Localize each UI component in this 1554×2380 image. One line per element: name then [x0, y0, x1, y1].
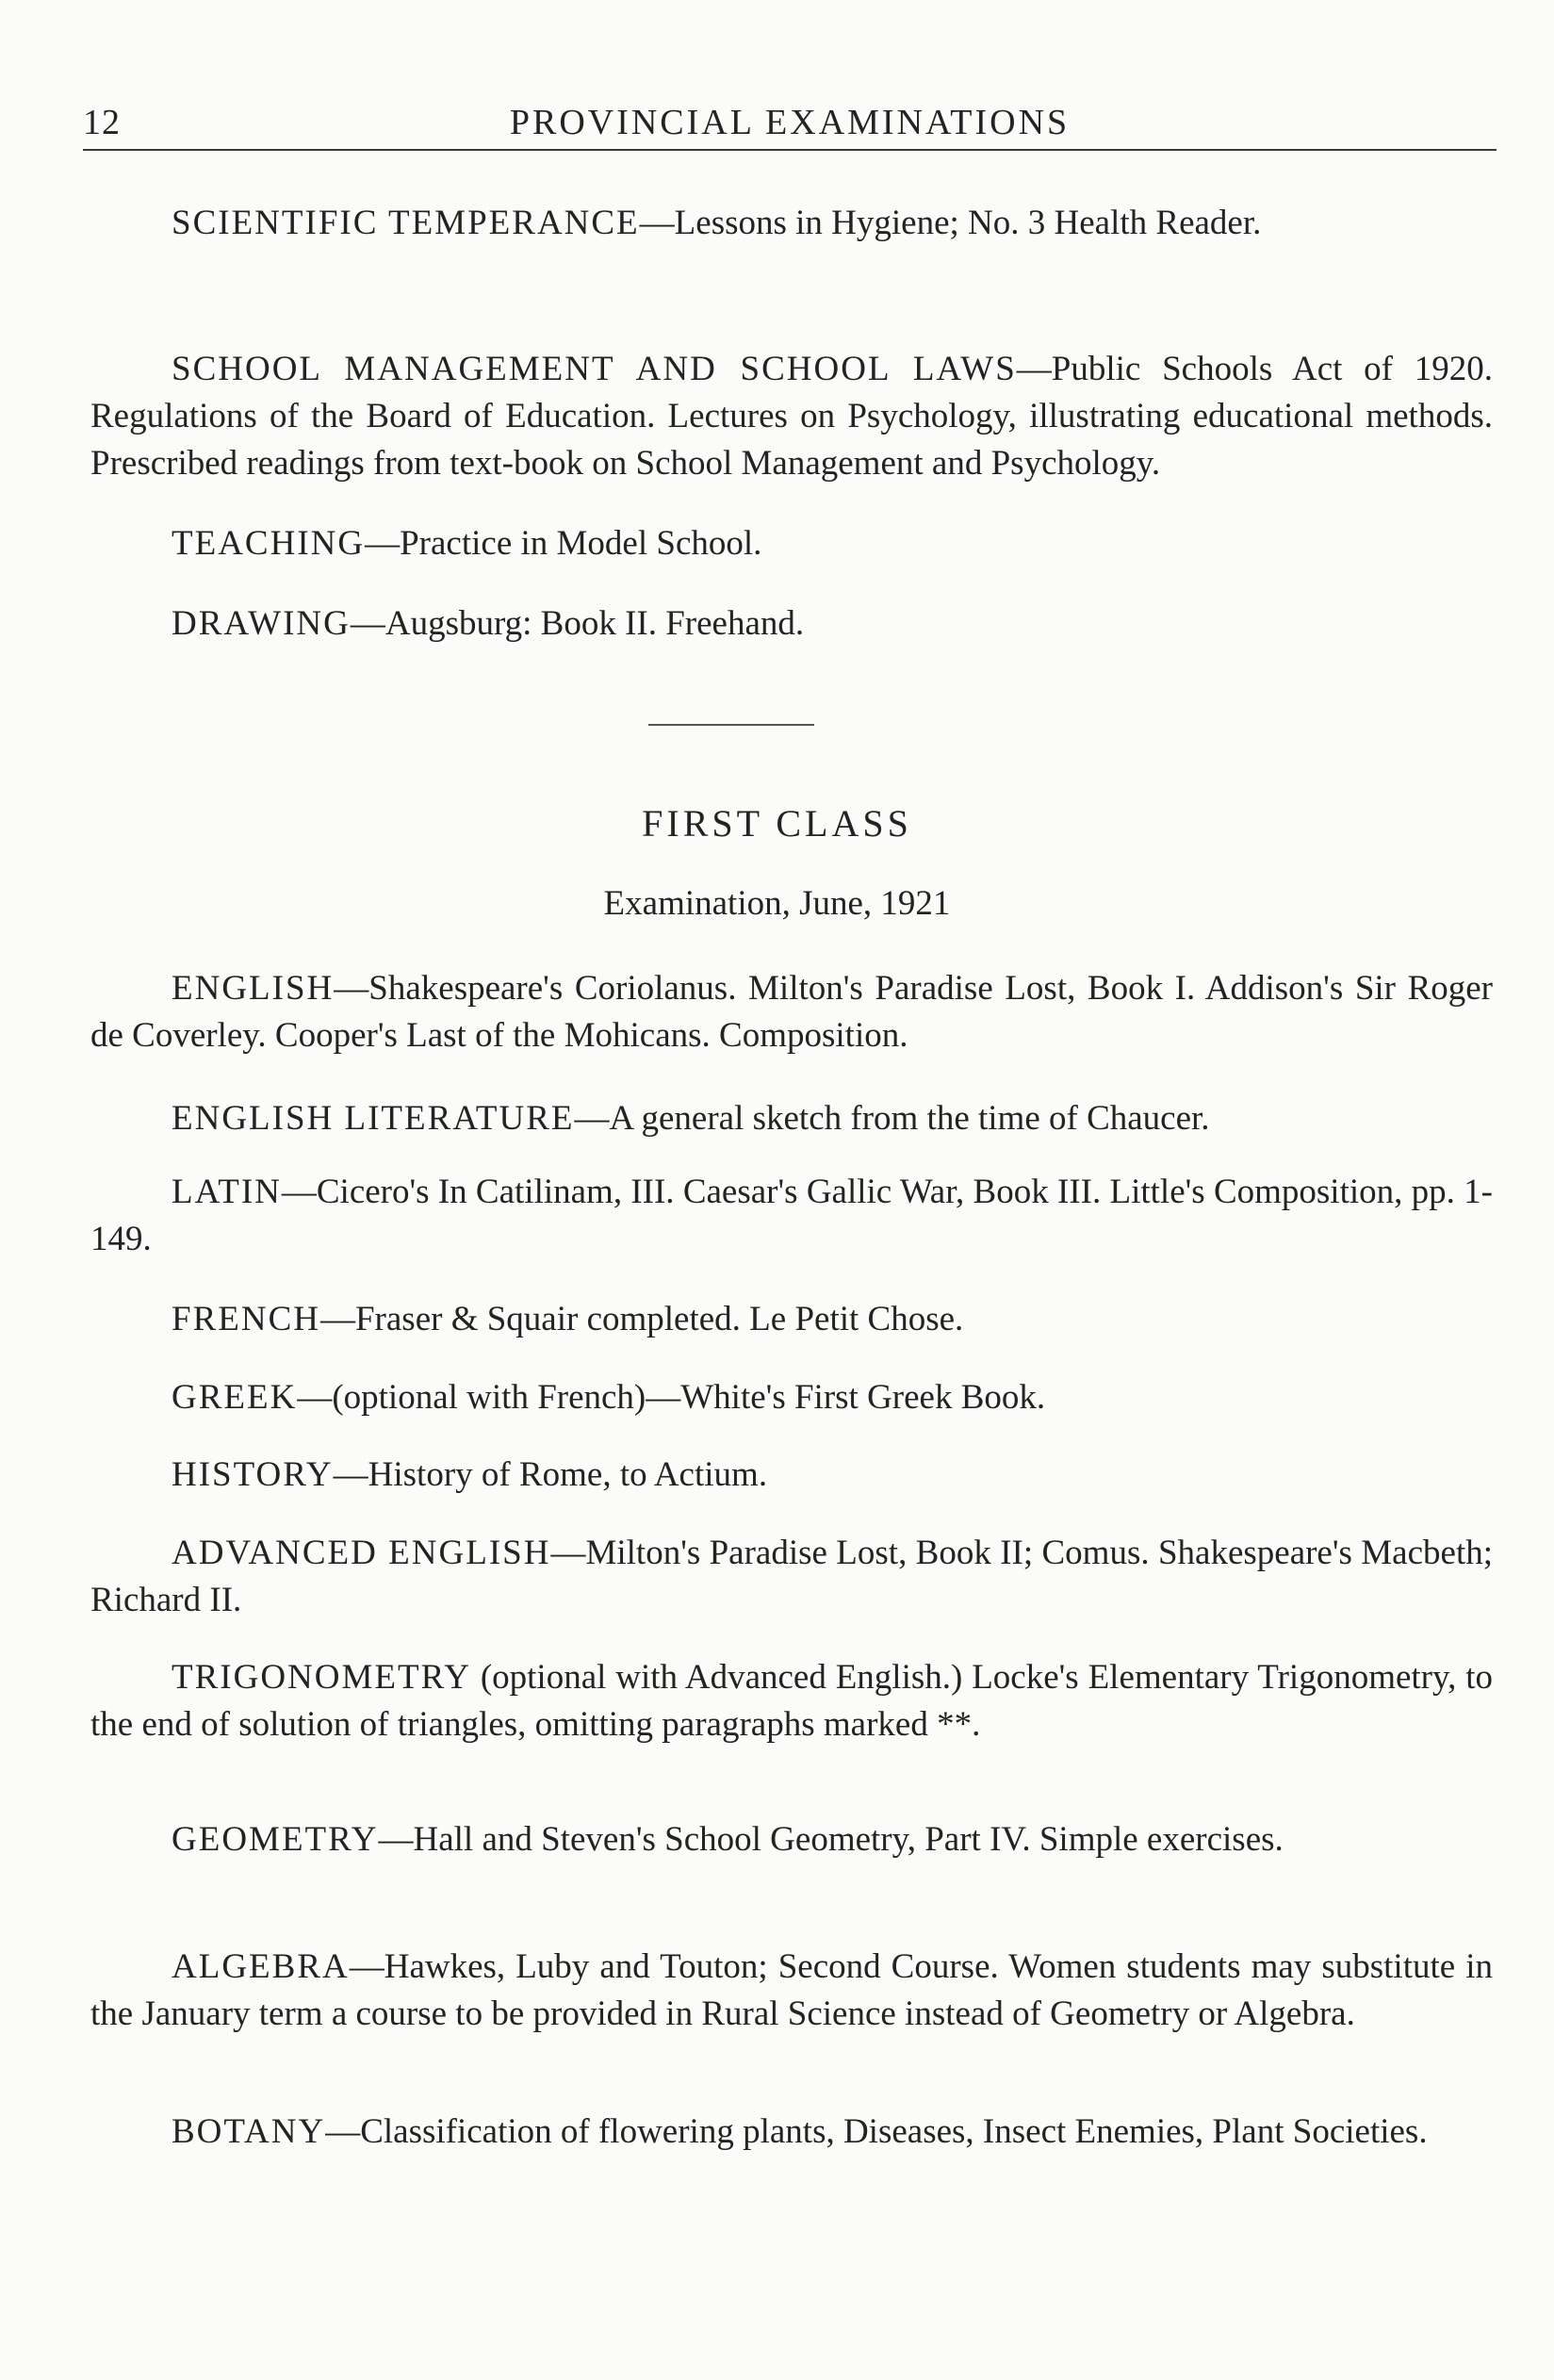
- subject-text: —Practice in Model School.: [365, 524, 762, 563]
- subject-heading: FRENCH: [172, 1300, 320, 1338]
- subject-text: —Milton's Paradise Lost, Book II; Comus. Shakespeare's Macbeth; Richard II.: [90, 1534, 1494, 1619]
- examination-date: Examination, June, 1921: [603, 884, 951, 923]
- section-title: FIRST CLASS: [642, 802, 912, 845]
- running-head: PROVINCIAL EXAMINATIONS: [509, 103, 1071, 142]
- paragraph-history: [90, 1452, 1493, 1499]
- paragraph-scientific-temperance: [90, 200, 1493, 247]
- subject-heading: GREEK: [172, 1378, 298, 1417]
- subject-heading: GEOMETRY: [172, 1820, 379, 1859]
- paragraph-latin: [90, 1169, 1493, 1263]
- subject-text: —History of Rome, to Actium.: [333, 1455, 768, 1494]
- subject-text: —Classification of flowering plants, Diseases, Insect Enemies, Plant Societies.: [325, 2112, 1428, 2151]
- paragraph-greek: [90, 1374, 1493, 1421]
- paragraph-algebra: [90, 1944, 1493, 2038]
- paragraph-teaching: [90, 520, 1493, 567]
- subject-heading: SCIENTIFIC TEMPERANCE: [172, 204, 640, 242]
- subject-heading: ALGEBRA: [172, 1947, 350, 1986]
- section-divider: [648, 724, 814, 726]
- subject-text: (optional with Advanced English.) Locke's Elementary Trigonometry, to the end of solution of triangles, omitting paragraphs marked **.: [90, 1658, 1493, 1744]
- paragraph-trigonometry: [90, 1654, 1493, 1748]
- subject-text: —Hall and Steven's School Geometry, Part IV. Simple exercises.: [378, 1820, 1284, 1859]
- paragraph-french: [90, 1296, 1493, 1343]
- paragraph-school-management: [90, 346, 1493, 487]
- subject-heading: TEACHING: [172, 524, 366, 563]
- subject-text: —Cicero's In Catilinam, III. Caesar's Gallic War, Book III. Little's Composition, pp. 1-149.: [90, 1173, 1493, 1258]
- page-header: [83, 102, 1497, 151]
- subject-heading: BOTANY: [172, 2112, 326, 2151]
- subject-text: —A general sketch from the time of Chaucer.: [574, 1099, 1210, 1138]
- subject-text: —Public Schools Act of 1920. Regulations of the Board of Education. Lectures on Psychology, illustrating educational methods. Prescribed readings from text-book on School Management and Psychology.: [90, 350, 1493, 483]
- subject-text: —(optional with French)—White's First Greek Book.: [297, 1378, 1046, 1417]
- paragraph-advanced-english: [90, 1530, 1493, 1624]
- subject-heading: TRIGONOMETRY: [172, 1658, 471, 1697]
- page-number: 12: [83, 103, 121, 142]
- subject-text: —Augsburg: Book II. Freehand.: [350, 604, 805, 643]
- paragraph-english-literature: [90, 1095, 1493, 1142]
- subject-heading: HISTORY: [172, 1455, 334, 1494]
- subject-text: —Shakespeare's Coriolanus. Milton's Paradise Lost, Book I. Addison's Sir Roger de Coverley. Cooper's Last of the Mohicans. Composition.: [90, 969, 1493, 1055]
- paragraph-english: [90, 965, 1493, 1059]
- subject-text: —Lessons in Hygiene; No. 3 Health Reader.: [639, 204, 1262, 242]
- subject-heading: ENGLISH LITERATURE: [172, 1099, 575, 1138]
- subject-heading: SCHOOL MANAGEMENT AND SCHOOL LAWS: [172, 350, 1017, 388]
- subject-text: —Fraser & Squair completed. Le Petit Chose.: [319, 1300, 964, 1338]
- subject-text: —Hawkes, Luby and Touton; Second Course. Women students may substitute in the January term a course to be provided in Rural Science instead of Geometry or Algebra.: [90, 1947, 1493, 2033]
- subject-heading: DRAWING: [172, 604, 351, 643]
- subject-heading: ADVANCED ENGLISH: [172, 1534, 551, 1572]
- paragraph-botany: [90, 2109, 1493, 2156]
- subject-heading: LATIN: [172, 1173, 282, 1211]
- paragraph-geometry: [90, 1816, 1493, 1863]
- paragraph-drawing: [90, 600, 1493, 648]
- subject-heading: ENGLISH: [172, 969, 335, 1008]
